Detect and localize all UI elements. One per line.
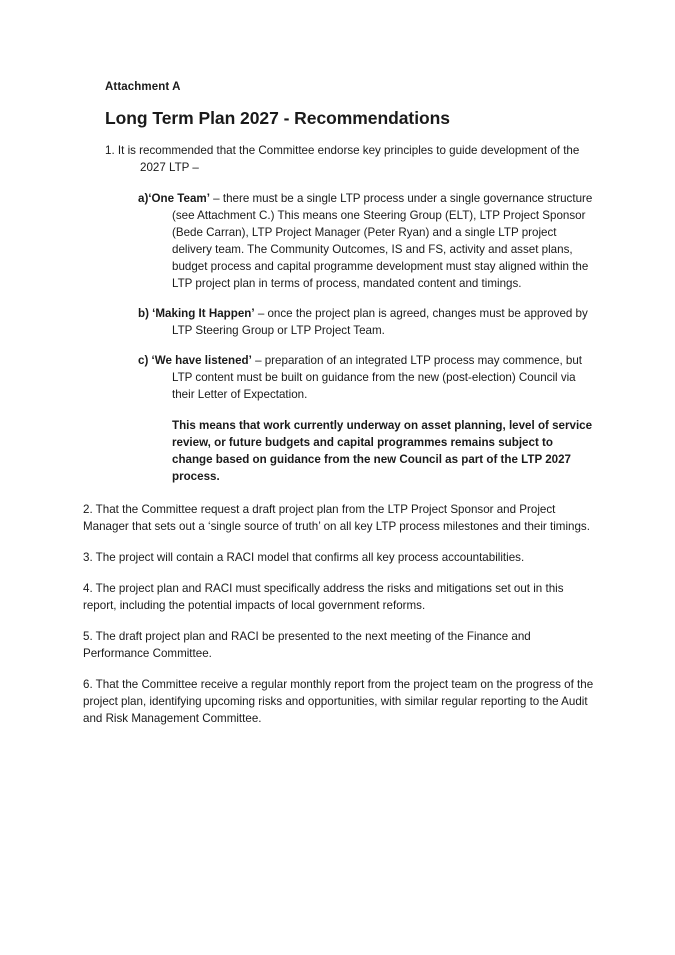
lettered-item-b [138,305,596,339]
lettered-item-c-marker: c) [138,353,152,367]
lettered-item-c-body: – preparation of an integrated LTP process may commence, but LTP content must be built on guidance from the new (post-election) Council via their Letter of Expectation. [172,353,583,401]
lettered-item-b-marker: b) [138,306,153,320]
lettered-item-b-term: ‘Making It Happen’ [152,306,255,320]
recommendation-item-1 [105,142,596,176]
attachment-label: Attachment A [105,81,181,93]
lettered-item-a-body: – there must be a single LTP process under a single governance structure (see Attachment C.) This means one Steering Group (ELT), LTP Project Sponsor (Bede Carran), LTP Project Manager (Peter Ryan) and a single LTP project delivery team. The Community Outcomes, IS and FS, activity and asset plans, budget process and capital programme development must stay aligned within the LTP project plan in terms of process, mandated content and timings. [172,191,593,290]
page-title: Long Term Plan 2027 - Recommendations [105,107,450,128]
lettered-item-b-body: – once the project plan is agreed, changes must be approved by LTP Steering Group or LTP Project Team. [172,306,588,337]
recommendation-item-4: 4. The project plan and RACI must specifically address the risks and mitigations set out in this report, including the potential impacts of local government reforms. [83,581,564,612]
document-body [83,80,596,727]
lettered-item-c [138,352,596,403]
lettered-item-c-term: ‘We have listened’ [151,353,252,367]
emphasis-note: This means that work currently underway on asset planning, level of service review, or future budgets and capital programmes remains subject to change based on guidance from the new Council as part of the LTP 2027 process. [172,418,593,483]
lettered-item-a-term: ‘One Team’ [148,191,210,205]
lettered-item-a-marker: a) [138,191,149,205]
recommendation-item-2: 2. That the Committee request a draft project plan from the LTP Project Sponsor and Project Manager that sets out a ‘single source of truth’ on all key LTP process milestones and their timings. [83,502,590,533]
lettered-item-a [138,190,596,292]
recommendation-item-5: 5. The draft project plan and RACI be presented to the next meeting of the Finance and Performance Committee. [83,629,531,660]
lettered-principles-list [138,190,596,403]
recommendation-item-6: 6. That the Committee receive a regular monthly report from the project team on the progress of the project plan, identifying upcoming risks and opportunities, with similar regular reporting to the Audit and Risk Management Committee. [83,677,594,725]
recommendation-item-3: 3. The project will contain a RACI model that confirms all key process accountabilities. [83,550,525,564]
recommendation-1-text: It is recommended that the Committee endorse key principles to guide development of the 2027 LTP – [117,143,580,174]
recommendation-1-number: 1. [105,143,115,157]
